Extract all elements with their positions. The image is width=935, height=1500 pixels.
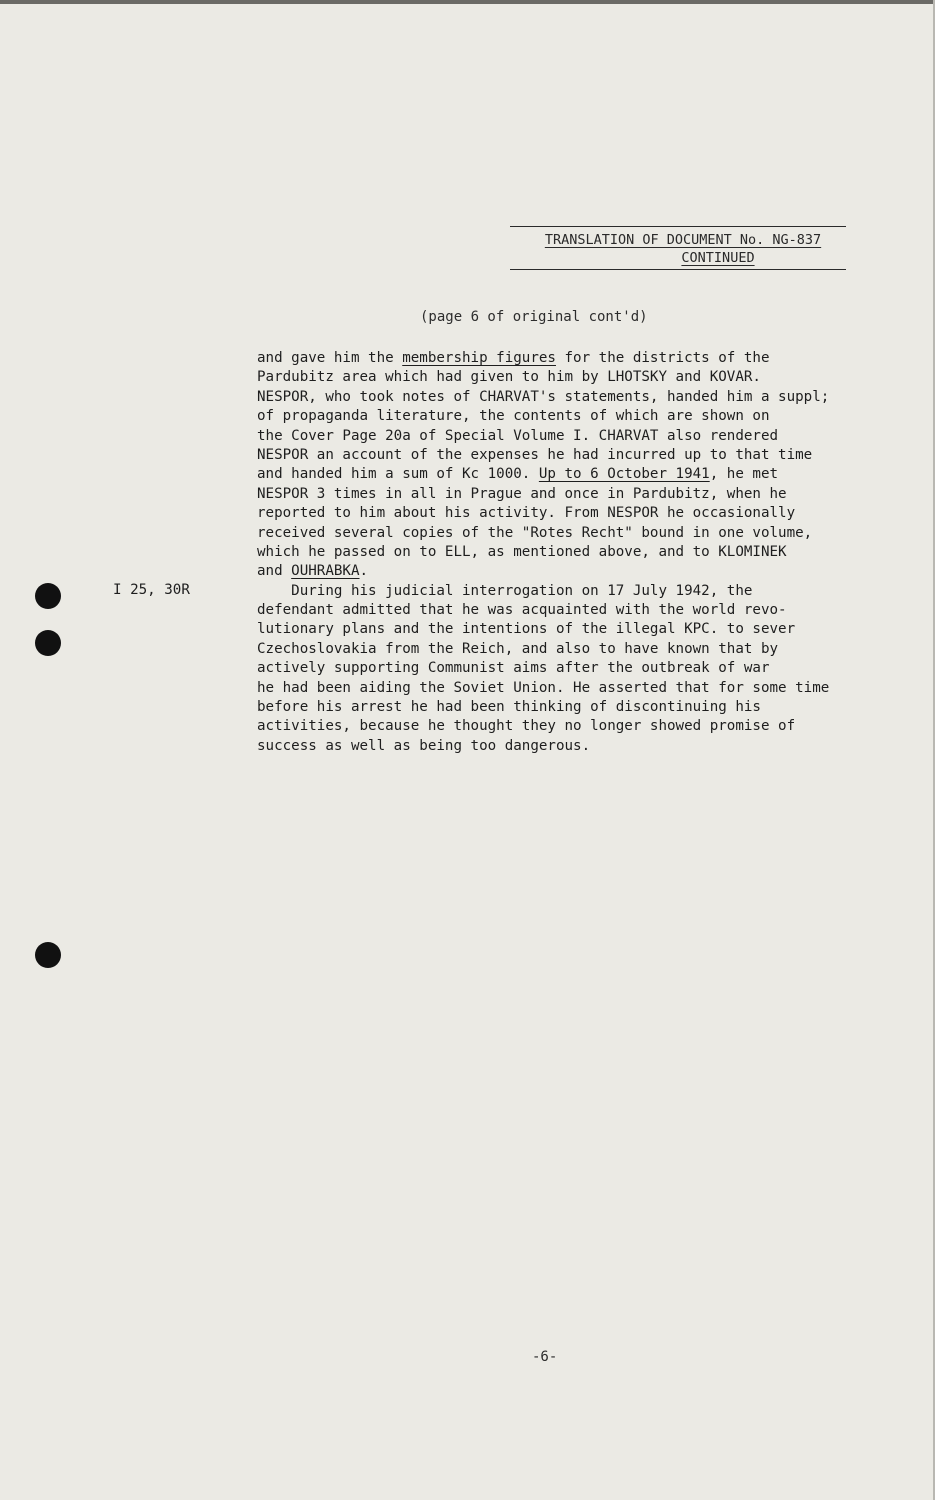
- text-segment: and gave him the: [257, 350, 403, 366]
- text-segment: for the districts of the: [555, 350, 770, 366]
- underlined-text: OUHRABKA: [291, 563, 360, 580]
- text-segment: NESPOR 3 times in all in Prague and once in Pardubitz, when he: [257, 485, 787, 502]
- body-text: [257, 349, 907, 756]
- document-title: TRANSLATION OF DOCUMENT No. NG-837: [544, 232, 822, 248]
- text-segment: NESPOR an account of the expenses he had incurred up to that time: [257, 446, 813, 463]
- page-top-edge: [0, 0, 935, 4]
- document-subtitle: CONTINUED: [681, 250, 755, 266]
- text-segment: the Cover Page 20a of Special Volume I. CHARVAT also rendered: [257, 427, 779, 444]
- text-segment: which he passed on to ELL, as mentioned above, and to KLOMINEK: [257, 543, 787, 560]
- text-segment: received several copies of the "Rotes Recht" bound in one volume,: [257, 524, 813, 541]
- body-line: [257, 368, 907, 387]
- body-line: [257, 679, 907, 698]
- text-segment: reported to him about his activity. From NESPOR he occasionally: [257, 505, 796, 522]
- body-line: [257, 485, 907, 504]
- text-segment: and handed him a sum of Kc 1000.: [257, 466, 539, 483]
- text-segment: , he met: [709, 466, 779, 483]
- text-segment: Czechoslovakia from the Reich, and also to have known that by: [257, 640, 779, 657]
- punch-hole-bottom: [35, 942, 61, 968]
- body-line: [257, 640, 907, 659]
- text-segment: Pardubitz area which had given to him by LHOTSKY and KOVAR.: [257, 369, 761, 386]
- body-line: [257, 582, 907, 601]
- underlined-text: membership figures: [402, 350, 556, 366]
- body-line: [257, 737, 907, 756]
- body-line: [257, 504, 907, 523]
- body-line: [257, 446, 907, 465]
- body-line: [257, 388, 907, 407]
- body-line: [257, 349, 907, 368]
- punch-hole-top: [35, 583, 61, 609]
- page-number: -6-: [532, 1349, 558, 1365]
- body-line: [257, 427, 907, 446]
- text-segment: and: [257, 563, 292, 580]
- text-segment: before his arrest he had been thinking of discontinuing his: [257, 699, 761, 716]
- body-line: [257, 698, 907, 717]
- body-line: [257, 543, 907, 562]
- document-header: [510, 226, 846, 270]
- text-segment: actively supporting Communist aims after the outbreak of war: [257, 660, 770, 677]
- original-page-reference: (page 6 of original cont'd): [420, 309, 648, 325]
- text-segment: of propaganda literature, the contents of which are shown on: [257, 408, 770, 425]
- underlined-text: Up to 6 October 1941: [538, 466, 710, 483]
- text-segment: NESPOR, who took notes of CHARVAT's statements, handed him a suppl;: [257, 388, 830, 405]
- body-line: [257, 465, 907, 484]
- body-line: [257, 620, 907, 639]
- body-line: [257, 407, 907, 426]
- body-line: [257, 562, 907, 581]
- margin-reference: I 25, 30R: [113, 582, 190, 598]
- body-line: [257, 524, 907, 543]
- text-segment: activities, because he thought they no longer showed promise of: [257, 718, 796, 735]
- text-segment: defendant admitted that he was acquainted with the world revo-: [257, 602, 787, 619]
- body-line: [257, 717, 907, 736]
- text-segment: success as well as being too dangerous.: [257, 737, 591, 754]
- text-segment: lutionary plans and the intentions of the illegal KPC. to sever: [257, 621, 796, 638]
- text-segment: During his judicial interrogation on 17 July 1942, the: [257, 582, 753, 599]
- body-line: [257, 601, 907, 620]
- text-segment: .: [359, 563, 369, 580]
- text-segment: he had been aiding the Soviet Union. He asserted that for some time: [257, 679, 830, 696]
- body-line: [257, 659, 907, 678]
- punch-hole-middle: [35, 630, 61, 656]
